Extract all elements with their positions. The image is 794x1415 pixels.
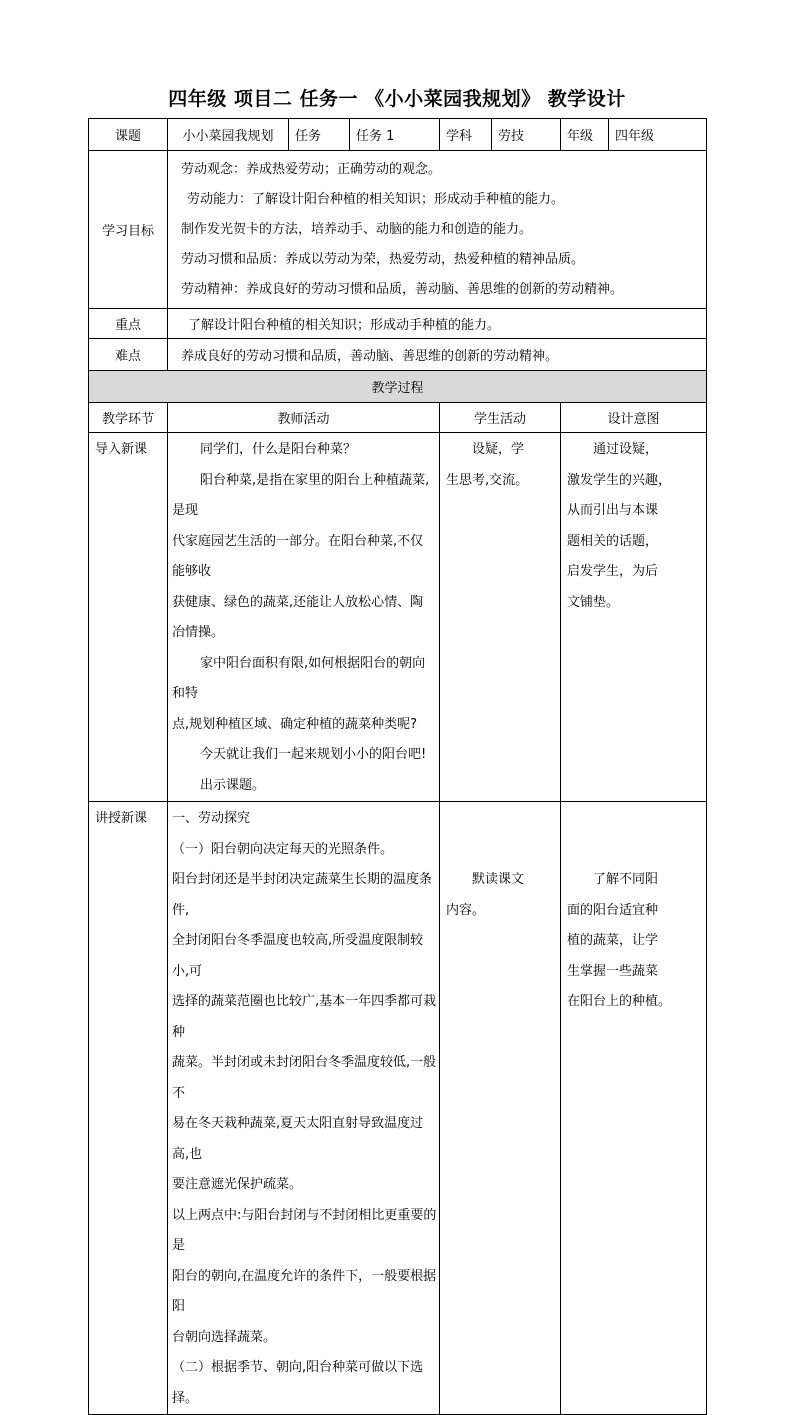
teacher-line: 获健康、绿色的蔬菜,还能让人放松心情、陶冶情操。	[172, 594, 424, 640]
objective-line: 劳动习惯和品质：养成以劳动为荣，热爱劳动，热爱种植的精神品质。	[181, 251, 585, 267]
design-intent	[561, 433, 707, 802]
stage-label: 导入新课	[95, 442, 148, 457]
column-teacher: 教师活动	[168, 403, 440, 433]
intent-line: 题相关的话题，	[567, 533, 659, 549]
objective-line: 劳动精神：养成良好的劳动习惯和品质，善动脑、善思维的创新的劳动精神。	[181, 281, 624, 297]
process-heading: 教学过程	[89, 371, 707, 403]
teacher-line: 要注意遮光保护疏菜。	[172, 1177, 303, 1192]
lesson-plan-table	[88, 118, 707, 1415]
teacher-line: 点,规划种植区域、确定种植的蔬菜种类呢?	[172, 716, 418, 732]
subject-value: 劳技	[492, 119, 561, 151]
task-label: 任务	[289, 119, 350, 151]
subject-label: 学科	[440, 119, 492, 151]
column-student: 学生活动	[440, 403, 561, 433]
intent-line: 激发学生的兴趣，	[567, 472, 672, 488]
design-intent	[561, 802, 707, 1415]
intent-line: 面的阳台适宜种	[567, 902, 659, 918]
stage-label: 讲授新课	[95, 811, 148, 826]
intent-line: 植的蔬菜，让学	[567, 933, 659, 948]
task-value: 任务 1	[350, 119, 440, 151]
objectives-label: 学习目标	[89, 151, 168, 309]
objectives-row	[89, 151, 707, 309]
teacher-line: 出示课题。	[200, 777, 266, 793]
intent-line: 生掌握一些蔬菜	[567, 963, 659, 979]
student-line: 内容。	[446, 902, 486, 918]
objectives-content	[168, 151, 707, 309]
student-line: 设疑，学	[472, 442, 525, 457]
teacher-activity	[168, 433, 440, 802]
intent-line: 通过设疑，	[593, 442, 659, 457]
process-columns-row	[89, 403, 707, 433]
intent-line: 启发学生，为后	[567, 564, 659, 579]
difficulty-row	[89, 339, 707, 371]
topic-value: 小小菜园我规划	[168, 119, 289, 151]
teacher-line: 全封闭阳台冬季温度也较高,所受温度限制较小,可	[172, 933, 424, 979]
teacher-activity	[168, 802, 440, 1415]
teacher-line: 台朝向选择蔬菜。	[172, 1329, 277, 1345]
teacher-line: 同学们，什么是阳台种菜？	[200, 442, 357, 457]
intent-line: 了解不同阳	[593, 872, 659, 887]
student-line: 默读课文	[472, 872, 525, 887]
intent-line: 从而引出与本课	[567, 503, 659, 518]
key-point-row	[89, 309, 707, 339]
teacher-line: 今天就让我们一起来规划小小的阳台吧!	[200, 747, 427, 762]
key-point-label: 重点	[89, 309, 168, 339]
difficulty-label: 难点	[89, 339, 168, 371]
difficulty-text: 养成良好的劳动习惯和品质，善动脑、善思维的创新的劳动精神。	[168, 339, 707, 371]
teacher-line: 代家庭园艺生活的一部分。在阳台种菜,不仅能够收	[172, 533, 424, 579]
teacher-line: 蔬菜。半封闭或未封闭阳台冬季温度较低,一般不	[172, 1055, 437, 1101]
key-point-text: 了解设计阳台种植的相关知识；形成动手种植的能力。	[168, 309, 707, 339]
column-intent: 设计意图	[561, 403, 707, 433]
objective-line: 制作发光贺卡的方法，培养动手、动脑的能力和创造的能力。	[181, 221, 533, 237]
intent-line: 在阳台上的种植。	[567, 994, 672, 1009]
teacher-line: 易在冬天栽种蔬菜,夏天太阳直射导致温度过高,也	[172, 1116, 424, 1162]
column-stage: 教学环节	[89, 403, 168, 433]
document-title: 四年级 项目二 任务一 《小小菜园我规划》 教学设计	[168, 88, 626, 110]
process-heading-row	[89, 371, 707, 403]
teacher-line: 家中阳台面积有限,如何根据阳台的朝向和特	[172, 655, 426, 701]
teacher-line: （一）阳台朝向决定每天的光照条件。	[172, 841, 394, 857]
objective-line: 劳动观念：养成热爱劳动；正确劳动的观念。	[181, 161, 442, 177]
student-activity	[440, 433, 561, 802]
teacher-line: 一、劳动探究	[172, 811, 251, 826]
objective-line: 劳动能力：了解设计阳台种植的相关知识；形成动手种植的能力。	[187, 191, 565, 207]
teacher-line: 阳台封闭还是半封闭决定蔬菜生长期的温度条件,	[172, 872, 433, 918]
stage-cell	[89, 433, 168, 802]
stage-cell	[89, 802, 168, 1415]
teacher-line: 阳台的朝向,在温度允许的条件下，一般要根据阳	[172, 1268, 437, 1314]
grade-label: 年级	[561, 119, 609, 151]
process-row-teaching	[89, 802, 707, 1415]
teacher-line: 选择的蔬菜范圈也比较广,基本一年四季都可栽种	[172, 994, 437, 1040]
student-line: 生思考,交流。	[446, 472, 529, 488]
teacher-line: 以上两点中:与阳台封闭与不封闭相比更重要的是	[172, 1207, 437, 1253]
student-activity	[440, 802, 561, 1415]
teacher-line: 阳台种菜,是指在家里的阳台上种植蔬菜,是现	[172, 472, 430, 518]
topic-label: 课题	[89, 119, 168, 151]
process-row-intro	[89, 433, 707, 802]
header-row	[89, 119, 707, 151]
teacher-line: （二）根据季节、朝向,阳台种菜可做以下选择。	[172, 1360, 424, 1406]
intent-line: 文铺垫。	[567, 594, 620, 610]
grade-value: 四年级	[609, 119, 707, 151]
